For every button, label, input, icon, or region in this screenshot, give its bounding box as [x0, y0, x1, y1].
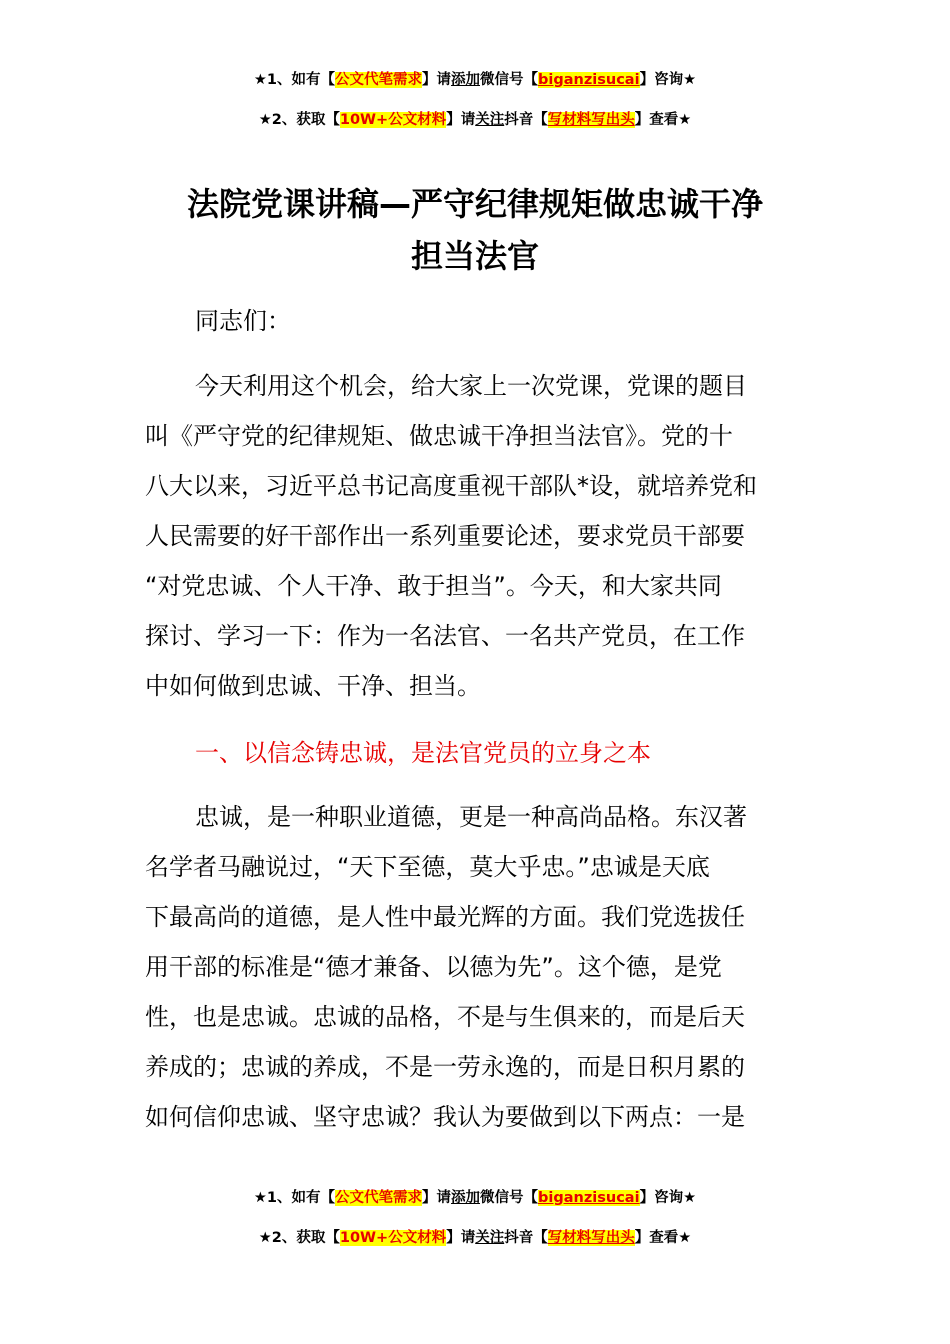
title-line: 担当法官: [410, 237, 539, 275]
text-line: 名学者马融说过，“天下至德，莫大乎忠。”忠诚是天底: [145, 853, 710, 881]
text-line: 如何信仰忠诚、坚守忠诚？我认为要做到以下两点：一是: [145, 1103, 745, 1131]
banner-highlight: 公文代笔需求: [335, 1190, 423, 1206]
text-line: 叫《严守党的纪律规矩、做忠诚干净担当法官》。党的十: [145, 422, 733, 450]
text-line: 探讨、学习一下：作为一名法官、一名共产党员，在工作: [145, 622, 745, 650]
banner-highlight: 10W+公文材料: [339, 1230, 447, 1246]
text-line: 用干部的标准是“德才兼备、以德为先”。这个德，是党: [145, 953, 722, 981]
page-title: [145, 178, 805, 282]
wechat-id-link[interactable]: biganzisucai: [538, 72, 640, 88]
paragraph-loyalty: [145, 792, 809, 1142]
text-line: 忠诚，是一种职业道德，更是一种高尚品格。东汉著: [195, 803, 747, 831]
text-line: 中如何做到忠诚、干净、担当。: [145, 672, 481, 700]
text-line: 今天利用这个机会，给大家上一次党课，党课的题目: [195, 372, 747, 400]
text-line: 八大以来，习近平总书记高度重视干部队*设，就培养党和: [145, 472, 757, 500]
banner-line-2: ★2、获取【10W+公文材料】请关注抖音【写材料写出头】查看★: [258, 1230, 692, 1246]
banner-line-1: ★1、如有【公文代笔需求】请添加微信号【biganzisucai】咨询★: [253, 1190, 697, 1206]
title-line: 法院党课讲稿—严守纪律规矩做忠诚干净: [186, 185, 763, 223]
banner-highlight: 公文代笔需求: [335, 72, 423, 88]
douyin-account-link[interactable]: 写材料写出头: [547, 112, 635, 128]
text-line: 人民需要的好干部作出一系列重要论述，要求党员干部要: [145, 522, 745, 550]
banner-line-2: ★2、获取【10W+公文材料】请关注抖音【写材料写出头】查看★: [258, 112, 692, 128]
paragraph-intro: [145, 361, 809, 711]
banner-highlight: 10W+公文材料: [339, 112, 447, 128]
text-line: 养成的；忠诚的养成，不是一劳永逸的，而是日积月累的: [145, 1053, 745, 1081]
top-banner: [0, 69, 950, 131]
douyin-account-link[interactable]: 写材料写出头: [547, 1230, 635, 1246]
banner-line-1: ★1、如有【公文代笔需求】请添加微信号【biganzisucai】咨询★: [253, 72, 697, 88]
salutation: 同志们：: [195, 307, 291, 335]
text-line: 下最高尚的道德，是人性中最光辉的方面。我们党选拔任: [145, 903, 745, 931]
section-heading: 一、以信念铸忠诚，是法官党员的立身之本: [195, 739, 651, 767]
text-line: 性，也是忠诚。忠诚的品格，不是与生俱来的，而是后天: [145, 1003, 745, 1031]
text-line: “对党忠诚、个人干净、敢于担当”。今天，和大家共同: [145, 572, 722, 600]
wechat-id-link[interactable]: biganzisucai: [538, 1190, 640, 1206]
bottom-banner: [0, 1187, 950, 1249]
